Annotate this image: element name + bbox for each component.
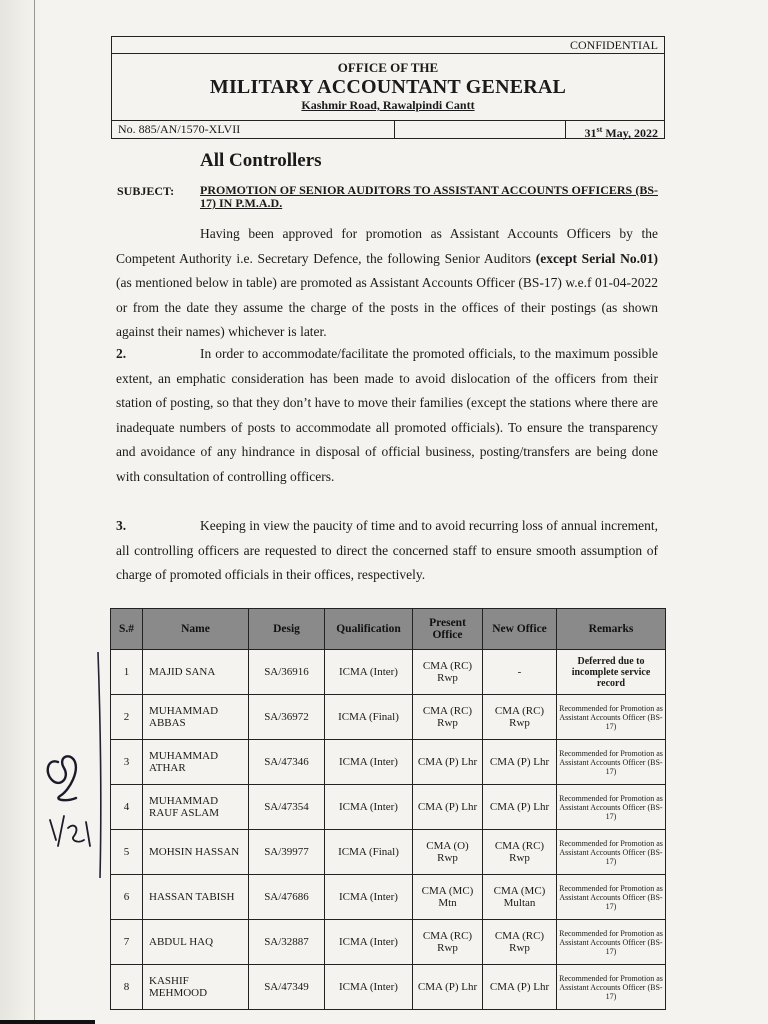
col-header-sn: S.# (111, 609, 143, 650)
date-rest: May, 2022 (602, 126, 658, 140)
cell-present-office: CMA (O) Rwp (413, 830, 483, 875)
cell-new-office: CMA (RC) Rwp (483, 695, 557, 740)
cell-sn: 6 (111, 875, 143, 920)
table-row (111, 695, 666, 740)
cell-sn: 7 (111, 920, 143, 965)
cell-present-office: CMA (RC) Rwp (413, 650, 483, 695)
para1-text-b: (as mentioned below in table) are promoted as Assistant Accounts Officer (BS-17) w.e.f 01-04-2022 or from the date they assume the charge of the posts in the offices of their postings (as shown against their names) whichever is later. (116, 275, 658, 339)
cell-new-office: CMA (MC) Multan (483, 875, 557, 920)
table-header-row (111, 609, 666, 650)
reference-row (112, 121, 664, 138)
cell-qualification: ICMA (Inter) (325, 875, 413, 920)
cell-sn: 5 (111, 830, 143, 875)
date-day: 31 (584, 126, 597, 140)
para2-number: 2. (116, 346, 127, 361)
cell-name: KASHIF MEHMOOD (143, 965, 249, 1010)
date-suffix: st (596, 125, 603, 134)
col-header-new-office: New Office (483, 609, 557, 650)
cell-new-office: CMA (RC) Rwp (483, 830, 557, 875)
cell-present-office: CMA (P) Lhr (413, 965, 483, 1010)
paragraph-3 (116, 514, 658, 588)
cell-new-office: CMA (P) Lhr (483, 740, 557, 785)
table-row (111, 740, 666, 785)
cell-present-office: CMA (P) Lhr (413, 740, 483, 785)
col-header-qualification: Qualification (325, 609, 413, 650)
cell-qualification: ICMA (Inter) (325, 920, 413, 965)
cell-name: MUHAMMAD ATHAR (143, 740, 249, 785)
subject-text: PROMOTION OF SENIOR AUDITORS TO ASSISTANT ACCOUNTS OFFICERS (BS-17) IN P.M.A.D. (200, 183, 658, 210)
col-header-present-office: Present Office (413, 609, 483, 650)
cell-new-office: CMA (P) Lhr (483, 785, 557, 830)
addressee: All Controllers (200, 150, 322, 171)
cell-sn: 2 (111, 695, 143, 740)
cell-qualification: ICMA (Final) (325, 830, 413, 875)
confidential-label: CONFIDENTIAL (112, 37, 664, 54)
cell-remarks: Recommended for Promotion as Assistant Accounts Officer (BS-17) (557, 830, 666, 875)
table-row (111, 830, 666, 875)
cell-sn: 1 (111, 650, 143, 695)
cell-sn: 4 (111, 785, 143, 830)
cell-qualification: ICMA (Final) (325, 695, 413, 740)
cell-desig: SA/47686 (249, 875, 325, 920)
letter-date (566, 121, 664, 138)
cell-present-office: CMA (RC) Rwp (413, 920, 483, 965)
cell-desig: SA/47349 (249, 965, 325, 1010)
letterhead-box (111, 36, 665, 139)
handwritten-signature (40, 650, 110, 880)
cell-name: MOHSIN HASSAN (143, 830, 249, 875)
table-row (111, 920, 666, 965)
cell-name: MUHAMMAD RAUF ASLAM (143, 785, 249, 830)
binding-line (34, 0, 35, 1024)
cell-qualification: ICMA (Inter) (325, 740, 413, 785)
cell-present-office: CMA (MC) Mtn (413, 875, 483, 920)
cell-name: HASSAN TABISH (143, 875, 249, 920)
cell-name: MUHAMMAD ABBAS (143, 695, 249, 740)
cell-remarks: Recommended for Promotion as Assistant Accounts Officer (BS-17) (557, 965, 666, 1010)
organization-address: Kashmir Road, Rawalpindi Cantt (301, 98, 475, 112)
cell-qualification: ICMA (Inter) (325, 650, 413, 695)
para3-number: 3. (116, 518, 127, 533)
cell-remarks: Recommended for Promotion as Assistant Accounts Officer (BS-17) (557, 740, 666, 785)
col-header-remarks: Remarks (557, 609, 666, 650)
col-header-name: Name (143, 609, 249, 650)
cell-present-office: CMA (RC) Rwp (413, 695, 483, 740)
cell-desig: SA/36916 (249, 650, 325, 695)
para1-bold: (except Serial No.01) (535, 250, 658, 266)
cell-remarks: Recommended for Promotion as Assistant Accounts Officer (BS-17) (557, 695, 666, 740)
cell-remarks: Recommended for Promotion as Assistant Accounts Officer (BS-17) (557, 785, 666, 830)
reference-blank-cell (395, 121, 566, 138)
cell-qualification: ICMA (Inter) (325, 965, 413, 1010)
cell-desig: SA/47346 (249, 740, 325, 785)
cell-name: MAJID SANA (143, 650, 249, 695)
office-of-line: OFFICE OF THE (337, 60, 439, 75)
cell-sn: 8 (111, 965, 143, 1010)
table-row (111, 785, 666, 830)
cell-present-office: CMA (P) Lhr (413, 785, 483, 830)
organization-name: MILITARY ACCOUNTANT GENERAL (209, 76, 567, 98)
cell-desig: SA/47354 (249, 785, 325, 830)
cell-remarks: Deferred due to incomplete service record (557, 650, 666, 695)
letterhead-title-block (112, 54, 664, 121)
cell-remarks: Recommended for Promotion as Assistant Accounts Officer (BS-17) (557, 920, 666, 965)
subject-label: SUBJECT: (117, 184, 175, 198)
paragraph-1 (116, 222, 658, 345)
cell-desig: SA/32887 (249, 920, 325, 965)
cell-desig: SA/39977 (249, 830, 325, 875)
cell-qualification: ICMA (Inter) (325, 785, 413, 830)
cell-new-office: CMA (RC) Rwp (483, 920, 557, 965)
col-header-desig: Desig (249, 609, 325, 650)
paragraph-2 (116, 342, 658, 489)
table-row (111, 875, 666, 920)
cell-new-office: - (483, 650, 557, 695)
cell-name: ABDUL HAQ (143, 920, 249, 965)
para3-text: Keeping in view the paucity of time and to avoid recurring loss of annual increment, all controlling officers are requested to direct the concerned staff to ensure smooth assumption of charge of promoted officials in their offices, respectively. (116, 518, 658, 582)
para2-text: In order to accommodate/facilitate the promoted officials, to the maximum possible extent, an emphatic consideration has been made to avoid dislocation of the officers from their station of posting, so that they don’t have to move their families (except the stations where there are inadequate numbers of posts to accommodate all promoted officials). To ensure the transparency and avoidance of any hindrance in disposal of official business, posting/transfers are being done with consultation of controlling officers. (116, 346, 658, 484)
table-row (111, 650, 666, 695)
cell-new-office: CMA (P) Lhr (483, 965, 557, 1010)
promotion-table (110, 608, 666, 1010)
reference-number: No. 885/AN/1570-XLVII (112, 121, 395, 138)
cell-desig: SA/36972 (249, 695, 325, 740)
table-row (111, 965, 666, 1010)
cell-remarks: Recommended for Promotion as Assistant Accounts Officer (BS-17) (557, 875, 666, 920)
para1-text-a: Having been approved for promotion as Assistant Accounts Officers by the Competent Authority i.e. Secretary Defence, the following Senior Auditors (116, 226, 658, 266)
scan-edge-mark (0, 1020, 95, 1024)
cell-sn: 3 (111, 740, 143, 785)
